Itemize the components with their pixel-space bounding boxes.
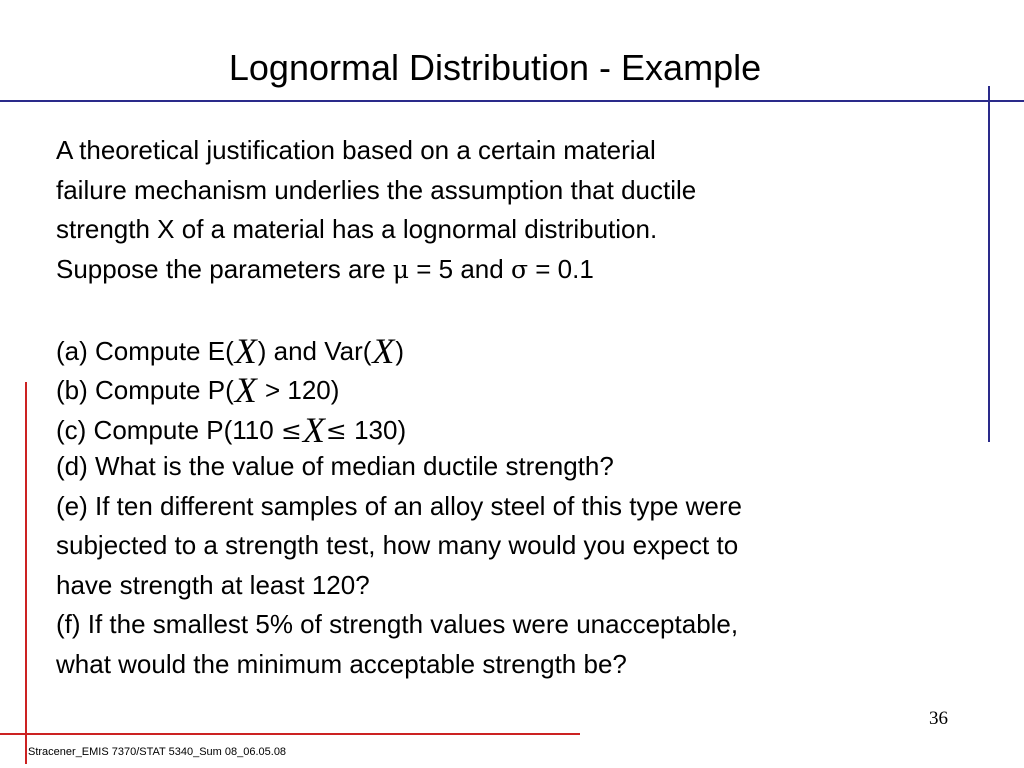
question-c-text: (c) Compute P(110 [56,414,281,445]
header-vertical-rule [988,86,990,442]
header-rule [0,100,1024,102]
question-f-line: (f) If the smallest 5% of strength values were unacceptable, [56,609,739,639]
question-b [56,368,976,408]
parameters-line [56,250,976,290]
footer-rule [0,733,580,735]
question-a-text: ) and Var( [257,335,372,366]
intro-line: failure mechanism underlies the assumption that ductile [56,174,697,205]
question-f-line: what would the minimum acceptable strength be? [56,648,627,679]
page-number: 36 [929,708,948,729]
variable-x: X [372,330,395,371]
slide-title: Lognormal Distribution - Example [228,47,762,88]
question-a-text: (a) Compute E( [56,335,234,366]
sigma-value: = 0.1 [528,253,594,284]
parameters-prefix: Suppose the parameters are [56,253,393,284]
slide-body [56,131,976,684]
question-a [56,329,976,369]
question-e-line: have strength at least 120? [56,569,370,600]
mu-symbol: μ [392,254,410,284]
intro-line: A theoretical justification based on a certain material [56,135,656,165]
footer-text: Stracener_EMIS 7370/STAT 5340_Sum 08_06.05.08 [28,746,287,758]
question-b-text: (b) Compute P( [56,375,234,405]
question-c-text: 130) [346,414,407,445]
variable-x: X [234,370,257,410]
question-c [56,408,976,448]
question-e-line: subjected to a strength test, how many would you expect to [56,530,739,560]
question-a-text: ) [395,335,405,366]
question-e-line: (e) If ten different samples of an alloy steel of this type were [56,490,742,521]
less-or-equal-symbol: ≤ [280,415,302,445]
mu-value: = 5 and [409,253,511,284]
paragraph-spacer [56,289,976,329]
footer-vertical-rule [25,382,27,764]
sigma-symbol: σ [510,254,529,284]
less-or-equal-symbol: ≤ [325,415,347,445]
variable-x: X [234,330,257,371]
question-b-text: > 120) [257,375,340,405]
question-d: (d) What is the value of median ductile strength? [56,451,614,481]
intro-line: strength X of a material has a lognormal distribution. [56,214,658,244]
variable-x: X [302,409,325,450]
